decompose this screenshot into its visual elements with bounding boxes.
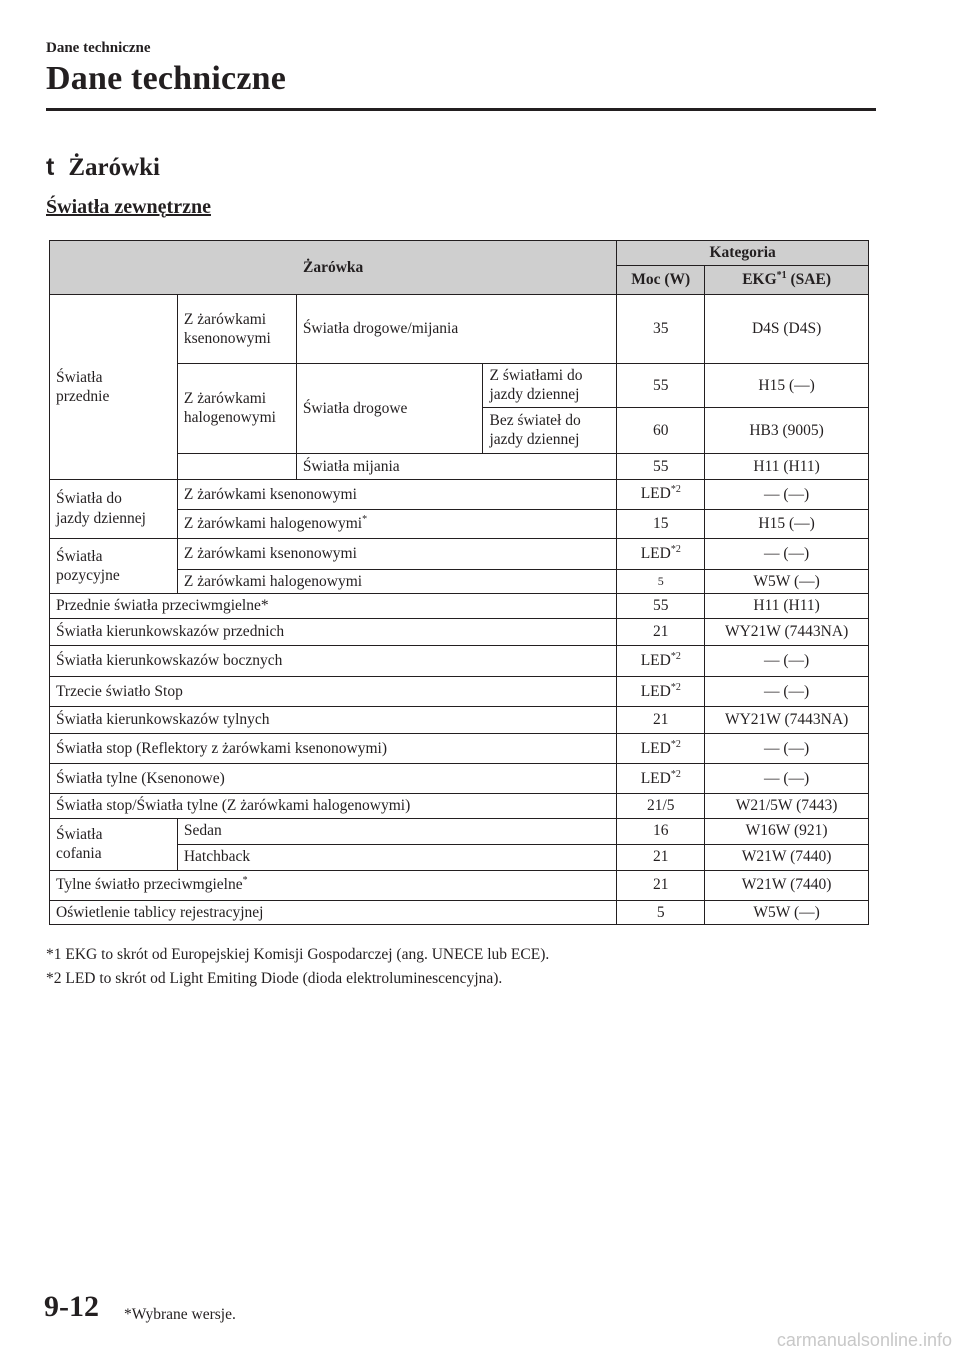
position-group: Światła pozycyjne (50, 538, 178, 593)
watermark: carmanualsonline.info (776, 1330, 952, 1350)
rear-fog-label: Tylne światło przeciwmgielne* (50, 870, 617, 900)
drl-group: Światła do jazdy dziennej (50, 479, 178, 538)
drl-xenon-power: LED$^{*2}$ (617, 479, 705, 509)
header-ekg: EKG$^{*1}$ (SAE) (705, 266, 869, 295)
headlights-low-beam: Światła mijania (296, 453, 617, 479)
row-power: 21/5 (617, 794, 705, 819)
position-halogen: Z żarówkami halogenowymi (177, 569, 616, 593)
headlights-drl-without: Bez świateł do jazdy dziennej (483, 407, 617, 453)
reverse-hatchback: Hatchback (177, 844, 616, 870)
drl-xenon: Z żarówkami ksenonowymi (177, 479, 616, 509)
row-power: LED$^{*2}$ (617, 734, 705, 764)
headlights-halogen-type: Z żarówkami halogenowymi (177, 364, 296, 454)
row-ekg: W21/5W (7443) (705, 794, 869, 819)
headlights-drl-without-ekg: HB3 (9005) (705, 407, 869, 453)
row-label: Światła tylne (Ksenonowe) (50, 764, 617, 794)
drl-xenon-ekg: — (—) (705, 479, 869, 509)
headlights-low-beam-power: 55 (617, 453, 705, 479)
reverse-group: Światła cofania (50, 818, 178, 870)
row-power: 21 (617, 707, 705, 734)
row-label: Światła stop/Światła tylne (Z żarówkami halogenowymi) (50, 794, 617, 819)
headlights-low-beam-ekg: H11 (H11) (705, 453, 869, 479)
plate-light-ekg: W5W (—) (705, 900, 869, 924)
headlights-halogen-high: Światła drogowe (296, 364, 483, 454)
headlights-xenon-type: Z żarówkami ksenonowymi (177, 295, 296, 364)
position-xenon: Z żarówkami ksenonowymi (177, 538, 616, 569)
row-power: LED$^{*2}$ (617, 677, 705, 707)
drl-halogen: Z żarówkami halogenowymi* (177, 509, 616, 538)
row-label: Trzecie światło Stop (50, 677, 617, 707)
header-bulb: Żarówka (50, 241, 617, 295)
table-row (50, 677, 869, 707)
drl-halogen-ekg: H15 (—) (705, 509, 869, 538)
row-power: 21 (617, 619, 705, 646)
headlights-xenon-power: 35 (617, 295, 705, 364)
row-ekg: WY21W (7443NA) (705, 707, 869, 734)
headlights-group: Światła przednie (50, 295, 178, 480)
reverse-sedan-ekg: W16W (921) (705, 818, 869, 844)
position-xenon-power: LED$^{*2}$ (617, 538, 705, 569)
row-ekg: — (—) (705, 677, 869, 707)
row-power: LED$^{*2}$ (617, 764, 705, 794)
row-label: Światła kierunkowskazów przednich (50, 619, 617, 646)
table-row (50, 764, 869, 794)
headlights-drl-with-power: 55 (617, 364, 705, 408)
row-label: Światła stop (Reflektory z żarówkami ksenonowymi) (50, 734, 617, 764)
table-row (50, 707, 869, 734)
plate-light-label: Oświetlenie tablicy rejestracyjnej (50, 900, 617, 924)
page-number: 9-12 (44, 1290, 99, 1323)
position-halogen-ekg: W5W (—) (705, 569, 869, 593)
row-ekg: — (—) (705, 734, 869, 764)
position-halogen-power: 5 (617, 569, 705, 593)
table-row (50, 646, 869, 677)
drl-halogen-power: 15 (617, 509, 705, 538)
row-ekg: — (—) (705, 764, 869, 794)
footnote-2: *2 LED to skrót od Light Emiting Diode (dioda elektroluminescencyjna). (46, 970, 503, 987)
headlights-xenon-beam: Światła drogowe/mijania (296, 295, 617, 364)
footnote-1: *1 EKG to skrót od Europejskiej Komisji Gospodarczej (ang. UNECE lub ECE). (46, 946, 550, 963)
reverse-sedan: Sedan (177, 818, 616, 844)
section-heading (46, 153, 160, 182)
section-title-text: Żarówki (68, 154, 161, 181)
table-row (50, 794, 869, 819)
header-power: Moc (W) (617, 266, 705, 295)
rear-fog-ekg: W21W (7440) (705, 870, 869, 900)
table-row (50, 619, 869, 646)
section-bullet: t (46, 153, 55, 181)
page-note: *Wybrane wersje. (124, 1306, 236, 1323)
headlights-drl-with: Z światłami do jazdy dziennej (483, 364, 617, 408)
header-category: Kategoria (617, 241, 869, 266)
headlights-drl-with-ekg: H15 (—) (705, 364, 869, 408)
row-ekg: H11 (H11) (705, 594, 869, 619)
table-row (50, 734, 869, 764)
bulb-table (49, 240, 869, 925)
table-row (50, 594, 869, 619)
rear-fog-power: 21 (617, 870, 705, 900)
headlights-drl-without-power: 60 (617, 407, 705, 453)
header-divider (46, 108, 876, 111)
reverse-hatchback-ekg: W21W (7440) (705, 844, 869, 870)
reverse-hatchback-power: 21 (617, 844, 705, 870)
row-label: Światła kierunkowskazów bocznych (50, 646, 617, 677)
page-title: Dane techniczne (46, 60, 287, 97)
row-ekg: WY21W (7443NA) (705, 619, 869, 646)
row-ekg: — (—) (705, 646, 869, 677)
position-xenon-ekg: — (—) (705, 538, 869, 569)
plate-light-power: 5 (617, 900, 705, 924)
reverse-sedan-power: 16 (617, 818, 705, 844)
subsection-heading: Światła zewnętrzne (46, 196, 211, 218)
row-label: Przednie światła przeciwmgielne* (50, 594, 617, 619)
headlights-xenon-ekg: D4S (D4S) (705, 295, 869, 364)
row-label: Światła kierunkowskazów tylnych (50, 707, 617, 734)
row-power: 55 (617, 594, 705, 619)
running-header: Dane techniczne (46, 40, 151, 56)
row-power: LED$^{*2}$ (617, 646, 705, 677)
